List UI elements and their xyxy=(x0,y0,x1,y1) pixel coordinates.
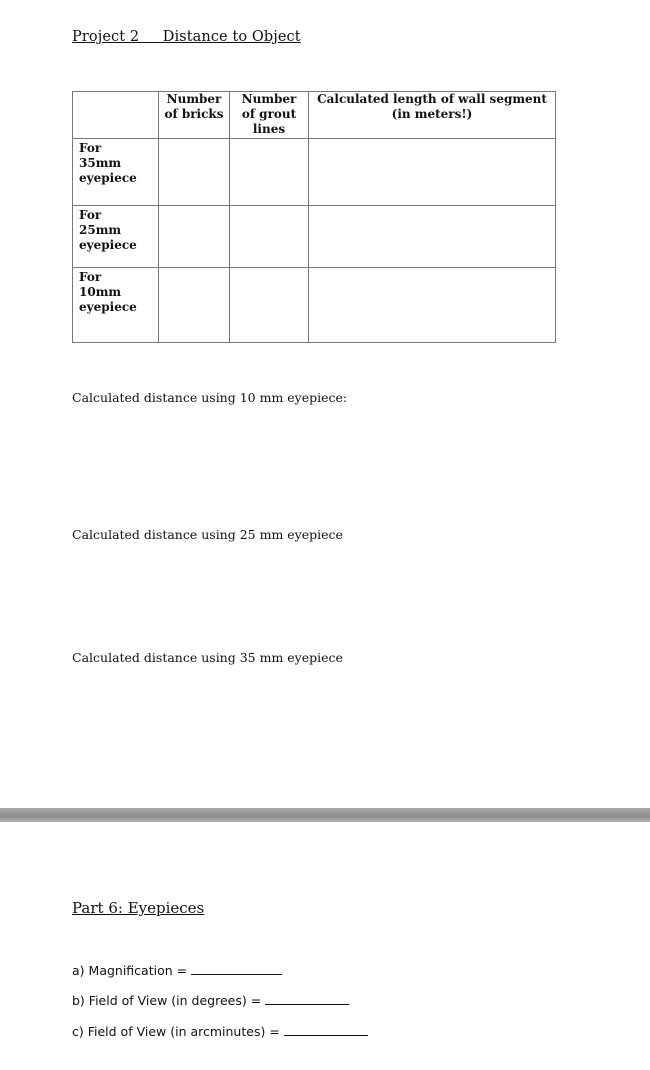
question-prefix: c) xyxy=(72,1024,84,1039)
cell-bricks-10mm[interactable] xyxy=(159,268,230,343)
question-fov-arcminutes xyxy=(72,1024,368,1039)
header-line: lines xyxy=(252,122,286,136)
cell-grout-25mm[interactable] xyxy=(230,206,309,268)
label-line: 25mm xyxy=(79,223,122,237)
row-label-25mm xyxy=(73,206,159,268)
table-row xyxy=(73,206,556,268)
prompt-35mm-distance: Calculated distance using 35 mm eyepiece xyxy=(72,650,343,665)
table-row xyxy=(73,139,556,206)
cell-grout-10mm[interactable] xyxy=(230,268,309,343)
prompt-10mm-distance: Calculated distance using 10 mm eyepiece: xyxy=(72,390,348,405)
label-line: For xyxy=(79,208,102,222)
question-magnification xyxy=(72,963,282,978)
header-cell-bricks xyxy=(159,92,230,139)
row-label-35mm xyxy=(73,139,159,206)
answer-blank-fov-degrees[interactable] xyxy=(265,1003,349,1005)
header-line: Number xyxy=(166,92,222,106)
question-prefix: a) xyxy=(72,963,85,978)
cell-length-25mm[interactable] xyxy=(309,206,556,268)
question-prefix: b) xyxy=(72,993,85,1008)
header-cell-grout xyxy=(230,92,309,139)
cell-length-10mm[interactable] xyxy=(309,268,556,343)
question-text: Magnification = xyxy=(88,963,188,978)
table-row xyxy=(73,268,556,343)
label-line: 10mm xyxy=(79,285,122,299)
page-title: Project 2 Distance to Object xyxy=(72,29,301,45)
header-line: Calculated length of wall segment xyxy=(317,92,547,106)
prompt-25mm-distance: Calculated distance using 25 mm eyepiece xyxy=(72,527,343,542)
header-line: (in meters!) xyxy=(391,107,473,121)
label-line: For xyxy=(79,270,102,284)
answer-blank-fov-arcminutes[interactable] xyxy=(284,1034,368,1036)
header-line: Number xyxy=(241,92,297,106)
question-text: Field of View (in degrees) = xyxy=(88,993,262,1008)
header-line: of grout xyxy=(241,107,297,121)
cell-bricks-35mm[interactable] xyxy=(159,139,230,206)
page-break-divider xyxy=(0,808,650,822)
question-fov-degrees xyxy=(72,993,349,1008)
label-line: eyepiece xyxy=(79,300,137,314)
table-header-row xyxy=(73,92,556,139)
row-label-10mm xyxy=(73,268,159,343)
cell-length-35mm[interactable] xyxy=(309,139,556,206)
header-line: of bricks xyxy=(164,107,224,121)
label-line: eyepiece xyxy=(79,238,137,252)
page-2 xyxy=(0,822,650,1070)
measurement-table xyxy=(72,91,556,343)
header-cell-empty xyxy=(73,92,159,139)
answer-blank-magnification[interactable] xyxy=(191,973,282,975)
question-text: Field of View (in arcminutes) = xyxy=(87,1024,280,1039)
label-line: For xyxy=(79,141,102,155)
label-line: eyepiece xyxy=(79,171,137,185)
header-cell-length xyxy=(309,92,556,139)
cell-grout-35mm[interactable] xyxy=(230,139,309,206)
cell-bricks-25mm[interactable] xyxy=(159,206,230,268)
part-title: Part 6: Eyepieces xyxy=(72,899,205,917)
label-line: 35mm xyxy=(79,156,122,170)
